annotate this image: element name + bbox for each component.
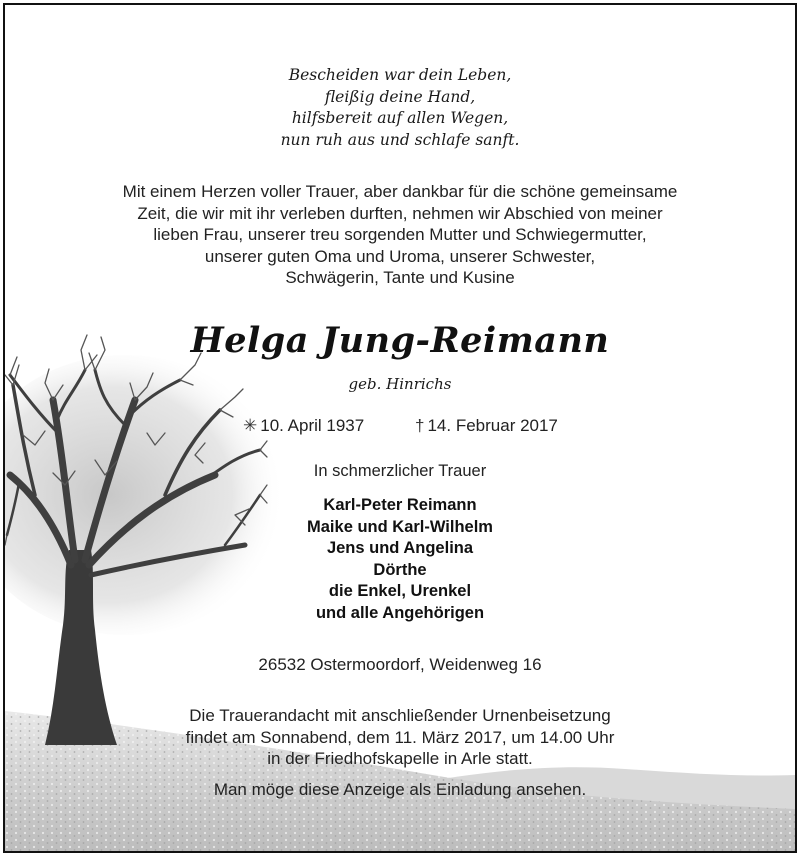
birth-date	[243, 414, 364, 438]
poem-line: Bescheiden war dein Leben,	[288, 66, 512, 84]
death-date-value: 14. Februar 2017	[427, 416, 558, 435]
intro-line: Schwägerin, Tante und Kusine	[285, 268, 515, 287]
address: 26532 Ostermoordorf, Weidenweg 16	[258, 655, 542, 674]
intro-line: unserer guten Oma und Uroma, unserer Schwester,	[204, 246, 596, 266]
mourners-list	[5, 495, 795, 624]
service-info	[5, 705, 795, 770]
poem-line: fleißig deine Hand,	[324, 87, 476, 106]
birth-date-value: 10. April 1937	[260, 416, 365, 435]
obituary-notice	[3, 3, 797, 853]
life-dates	[5, 414, 795, 438]
mourning-heading: In schmerzlicher Trauer	[313, 462, 487, 480]
mourner-name: und alle Angehörigen	[315, 603, 485, 622]
memorial-poem	[5, 65, 795, 151]
mourner-name: Jens und Angelina	[326, 539, 474, 557]
mourner-name: Dörthe	[373, 560, 427, 579]
service-line: Die Trauerandacht mit anschließender Urnenbeisetzung	[189, 706, 611, 725]
intro-paragraph	[5, 181, 795, 289]
maiden-name: geb. Hinrichs	[348, 375, 452, 393]
poem-line: hilfsbereit auf allen Wegen,	[291, 109, 509, 127]
poem-line: nun ruh aus und schlafe sanft.	[280, 130, 520, 149]
service-line: findet am Sonnabend, dem 11. März 2017, um 14.00 Uhr	[185, 727, 615, 747]
death-date	[415, 414, 558, 438]
birth-star-icon: ✳	[243, 416, 258, 435]
intro-line: Zeit, die wir mit ihr verleben durften, nehmen wir Abschied von meiner	[137, 203, 663, 223]
mourner-name: Karl-Peter Reimann	[323, 496, 477, 514]
death-cross-icon: †	[415, 416, 425, 435]
mourner-name: die Enkel, Urenkel	[328, 582, 472, 600]
deceased-name: Helga Jung-Reimann	[190, 320, 610, 361]
closing-note: Man möge diese Anzeige als Einladung ansehen.	[213, 780, 587, 799]
service-line: in der Friedhofskapelle in Arle statt.	[267, 749, 533, 768]
intro-line: lieben Frau, unserer treu sorgenden Mutter und Schwiegermutter,	[153, 225, 647, 244]
mourner-name: Maike und Karl-Wilhelm	[307, 517, 493, 536]
intro-line: Mit einem Herzen voller Trauer, aber dankbar für die schöne gemeinsame	[122, 182, 678, 201]
